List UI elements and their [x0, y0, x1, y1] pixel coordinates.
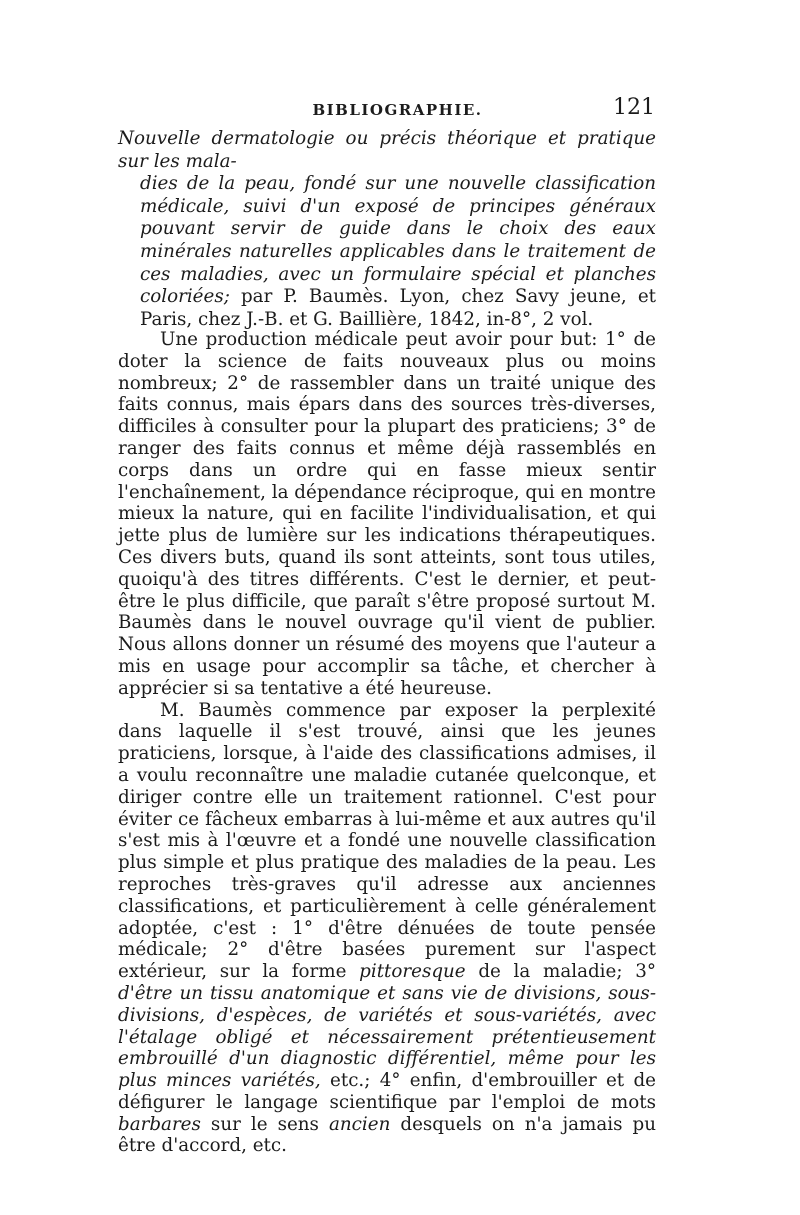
paragraph-2-part-b: de la maladie; 3°: [465, 961, 656, 983]
paragraph-2-part-d: sur le sens: [200, 1113, 329, 1135]
paragraph-2-part-c: etc.; 4° enfin, d'embrouiller et de défigurer le langage scientifique par l'emploi de mots: [118, 1070, 656, 1113]
entry-title-first-line: Nouvelle dermatologie ou précis théorique et pratique sur les mala-: [118, 128, 656, 172]
page-number: 121: [613, 95, 655, 120]
paragraph-2-italic-3: barbares: [118, 1113, 201, 1135]
paragraph-2-part-a: M. Baumès commence par exposer la perplexité dans laquelle il s'est trouvé, ainsi que les jeunes praticiens, lorsque, à l'aide des classifications admises, il a voulu reconnaître une maladie cutanée quelconque, et diriger contre elle un traitement rationnel. C'est pour éviter ce fâcheux embarras à lui-même et aux autres qu'il s'est mis à l'œuvre et a fondé une nouvelle classification plus simple et plus pratique des maladies de la peau. Les reproches très-graves qu'il adresse aux anciennes classifications, et particulièrement à celle généralement adoptée, c'est : 1° d'être dénuées de toute pensée médicale; 2° d'être basées purement sur l'aspect extérieur, sur la forme: [118, 699, 656, 983]
entry-continuation: [118, 173, 656, 331]
review-text: [118, 329, 656, 1157]
paragraph-2-italic-2: d'être un tissu anatomique et sans vie de divisions, sous-divisions, d'espèces, de variétés et sous-variétés, avec l'étalage obligé et nécessairement prétentieusement embrouillé d'un diagnostic différentiel, même pour les plus minces variétés,: [118, 982, 656, 1092]
entry-title-rest: dies de la peau, fondé sur une nouvelle classification médicale, suivi d'un exposé de principes généraux pouvant servir de guide dans le choix des eaux minérales naturelles applicables dans le traitement de ces maladies, avec un formulaire spécial et planches coloriées;: [140, 173, 656, 308]
paragraph-2-part-e: desquels on n'a jamais pu être d'accord, etc.: [118, 1113, 656, 1157]
running-head: [140, 95, 655, 125]
entry-imprint: par P. Baumès. Lyon, chez Savy jeune, et Paris, chez J.-B. et G. Baillière, 1842, in-8°, 2 vol.: [140, 286, 656, 330]
paragraph-2-italic-1: pittoresque: [359, 961, 466, 983]
running-title: BIBLIOGRAPHIE.: [312, 101, 483, 119]
paragraph-1: Une production médicale peut avoir pour but: 1° de doter la science de faits nouveaux plus ou moins nombreux; 2° de rassembler dans un traité unique des faits connus, mais épars dans des sources très-diverses, difficiles à consulter pour la plupart des praticiens; 3° de ranger des faits connus et même déjà rassemblés en corps dans un ordre qui en fasse mieux sentir l'enchaînement, la dépendance réciproque, qui en montre mieux la nature, qui en facilite l'individualisation, et qui jette plus de lumière sur les indications thérapeutiques. Ces divers buts, quand ils sont atteints, sont tous utiles, quoiqu'à des titres différents. C'est le dernier, et peut-être le plus difficile, que paraît s'être proposé surtout M. Baumès dans le nouvel ouvrage qu'il vient de publier. Nous allons donner un résumé des moyens que l'auteur a mis en usage pour accomplir sa tâche, et chercher à apprécier si sa tentative a été heureuse.: [118, 329, 656, 699]
bibliography-entry: [118, 128, 656, 331]
paragraph-2: [118, 700, 656, 1158]
paragraph-2-italic-4: ancien: [329, 1113, 391, 1135]
